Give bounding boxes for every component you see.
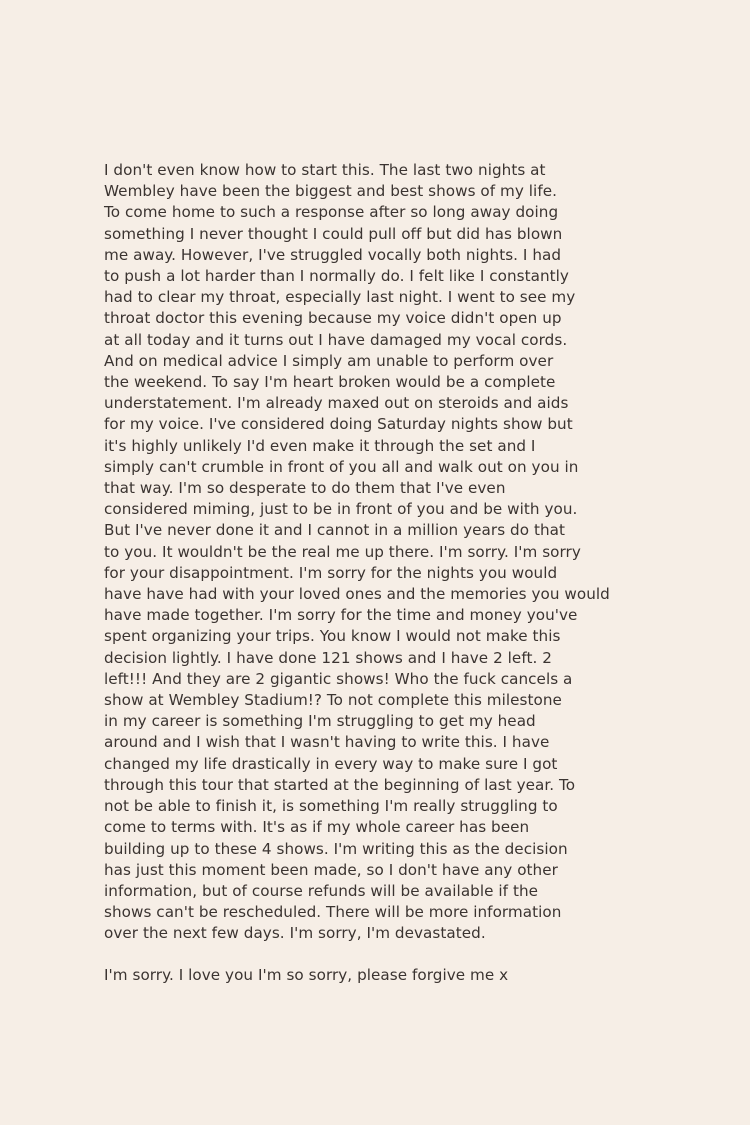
letter-line: left!!! And they are 2 gigantic shows! Who the fuck cancels a: [104, 669, 573, 688]
letter-line: show at Wembley Stadium!? To not complete this milestone: [104, 691, 562, 710]
letter-line: through this tour that started at the beginning of last year. To: [104, 775, 576, 794]
letter-line: And on medical advice I simply am unable to perform over: [104, 351, 554, 370]
letter-line: To come home to such a response after so long away doing: [104, 203, 559, 222]
letter-line: But I've never done it and I cannot in a million years do that: [104, 521, 565, 540]
letter-line: me away. However, I've struggled vocally both nights. I had: [104, 245, 562, 264]
letter-line: changed my life drastically in every way to make sure I got: [104, 754, 558, 773]
letter-line: Wembley have been the biggest and best shows of my life.: [104, 182, 557, 201]
paragraph-spacing: [104, 945, 664, 965]
letter-line: something I never thought I could pull off but did has blown: [104, 224, 563, 243]
letter-paragraph-main: [104, 160, 664, 945]
letter-line: decision lightly. I have done 121 shows and I have 2 left. 2: [104, 648, 552, 667]
letter-line: has just this moment been made, so I don't have any other: [104, 860, 558, 879]
letter-line: information, but of course refunds will be available if the: [104, 881, 539, 900]
letter-line: around and I wish that I wasn't having to write this. I have: [104, 733, 550, 752]
letter-line: shows can't be rescheduled. There will be more information: [104, 903, 562, 922]
letter-line: for your disappointment. I'm sorry for the nights you would: [104, 563, 558, 582]
letter-line: spent organizing your trips. You know I would not make this: [104, 627, 561, 646]
letter-line: have made together. I'm sorry for the time and money you've: [104, 606, 578, 625]
letter-line: to push a lot harder than I normally do. I felt like I constantly: [104, 267, 569, 286]
letter-line: throat doctor this evening because my voice didn't open up: [104, 309, 562, 328]
letter-closing: I'm sorry. I love you I'm so sorry, please forgive me x: [104, 965, 509, 984]
letter-line: over the next few days. I'm sorry, I'm devastated.: [104, 924, 486, 943]
letter-line: understatement. I'm already maxed out on steroids and aids: [104, 394, 569, 413]
letter-line: at all today and it turns out I have damaged my vocal cords.: [104, 330, 568, 349]
letter-text: [104, 160, 664, 986]
letter-line: simply can't crumble in front of you all and walk out on you in: [104, 457, 579, 476]
letter-line: come to terms with. It's as if my whole career has been: [104, 818, 530, 837]
letter-line: building up to these 4 shows. I'm writing this as the decision: [104, 839, 568, 858]
letter-line: it's highly unlikely I'd even make it through the set and I: [104, 436, 536, 455]
letter-line: that way. I'm so desperate to do them that I've even: [104, 479, 506, 498]
letter-line: for my voice. I've considered doing Saturday nights show but: [104, 415, 573, 434]
letter-line: the weekend. To say I'm heart broken would be a complete: [104, 373, 556, 392]
letter-line: had to clear my throat, especially last night. I went to see my: [104, 288, 576, 307]
letter-line: I don't even know how to start this. The last two nights at: [104, 161, 546, 179]
letter-line: to you. It wouldn't be the real me up there. I'm sorry. I'm sorry: [104, 542, 581, 561]
letter-line: not be able to finish it, is something I'm really struggling to: [104, 797, 558, 816]
letter-line: considered miming, just to be in front of you and be with you.: [104, 500, 578, 519]
letter-line: have have had with your loved ones and the memories you would: [104, 585, 610, 604]
letter-line: in my career is something I'm struggling to get my head: [104, 712, 536, 731]
